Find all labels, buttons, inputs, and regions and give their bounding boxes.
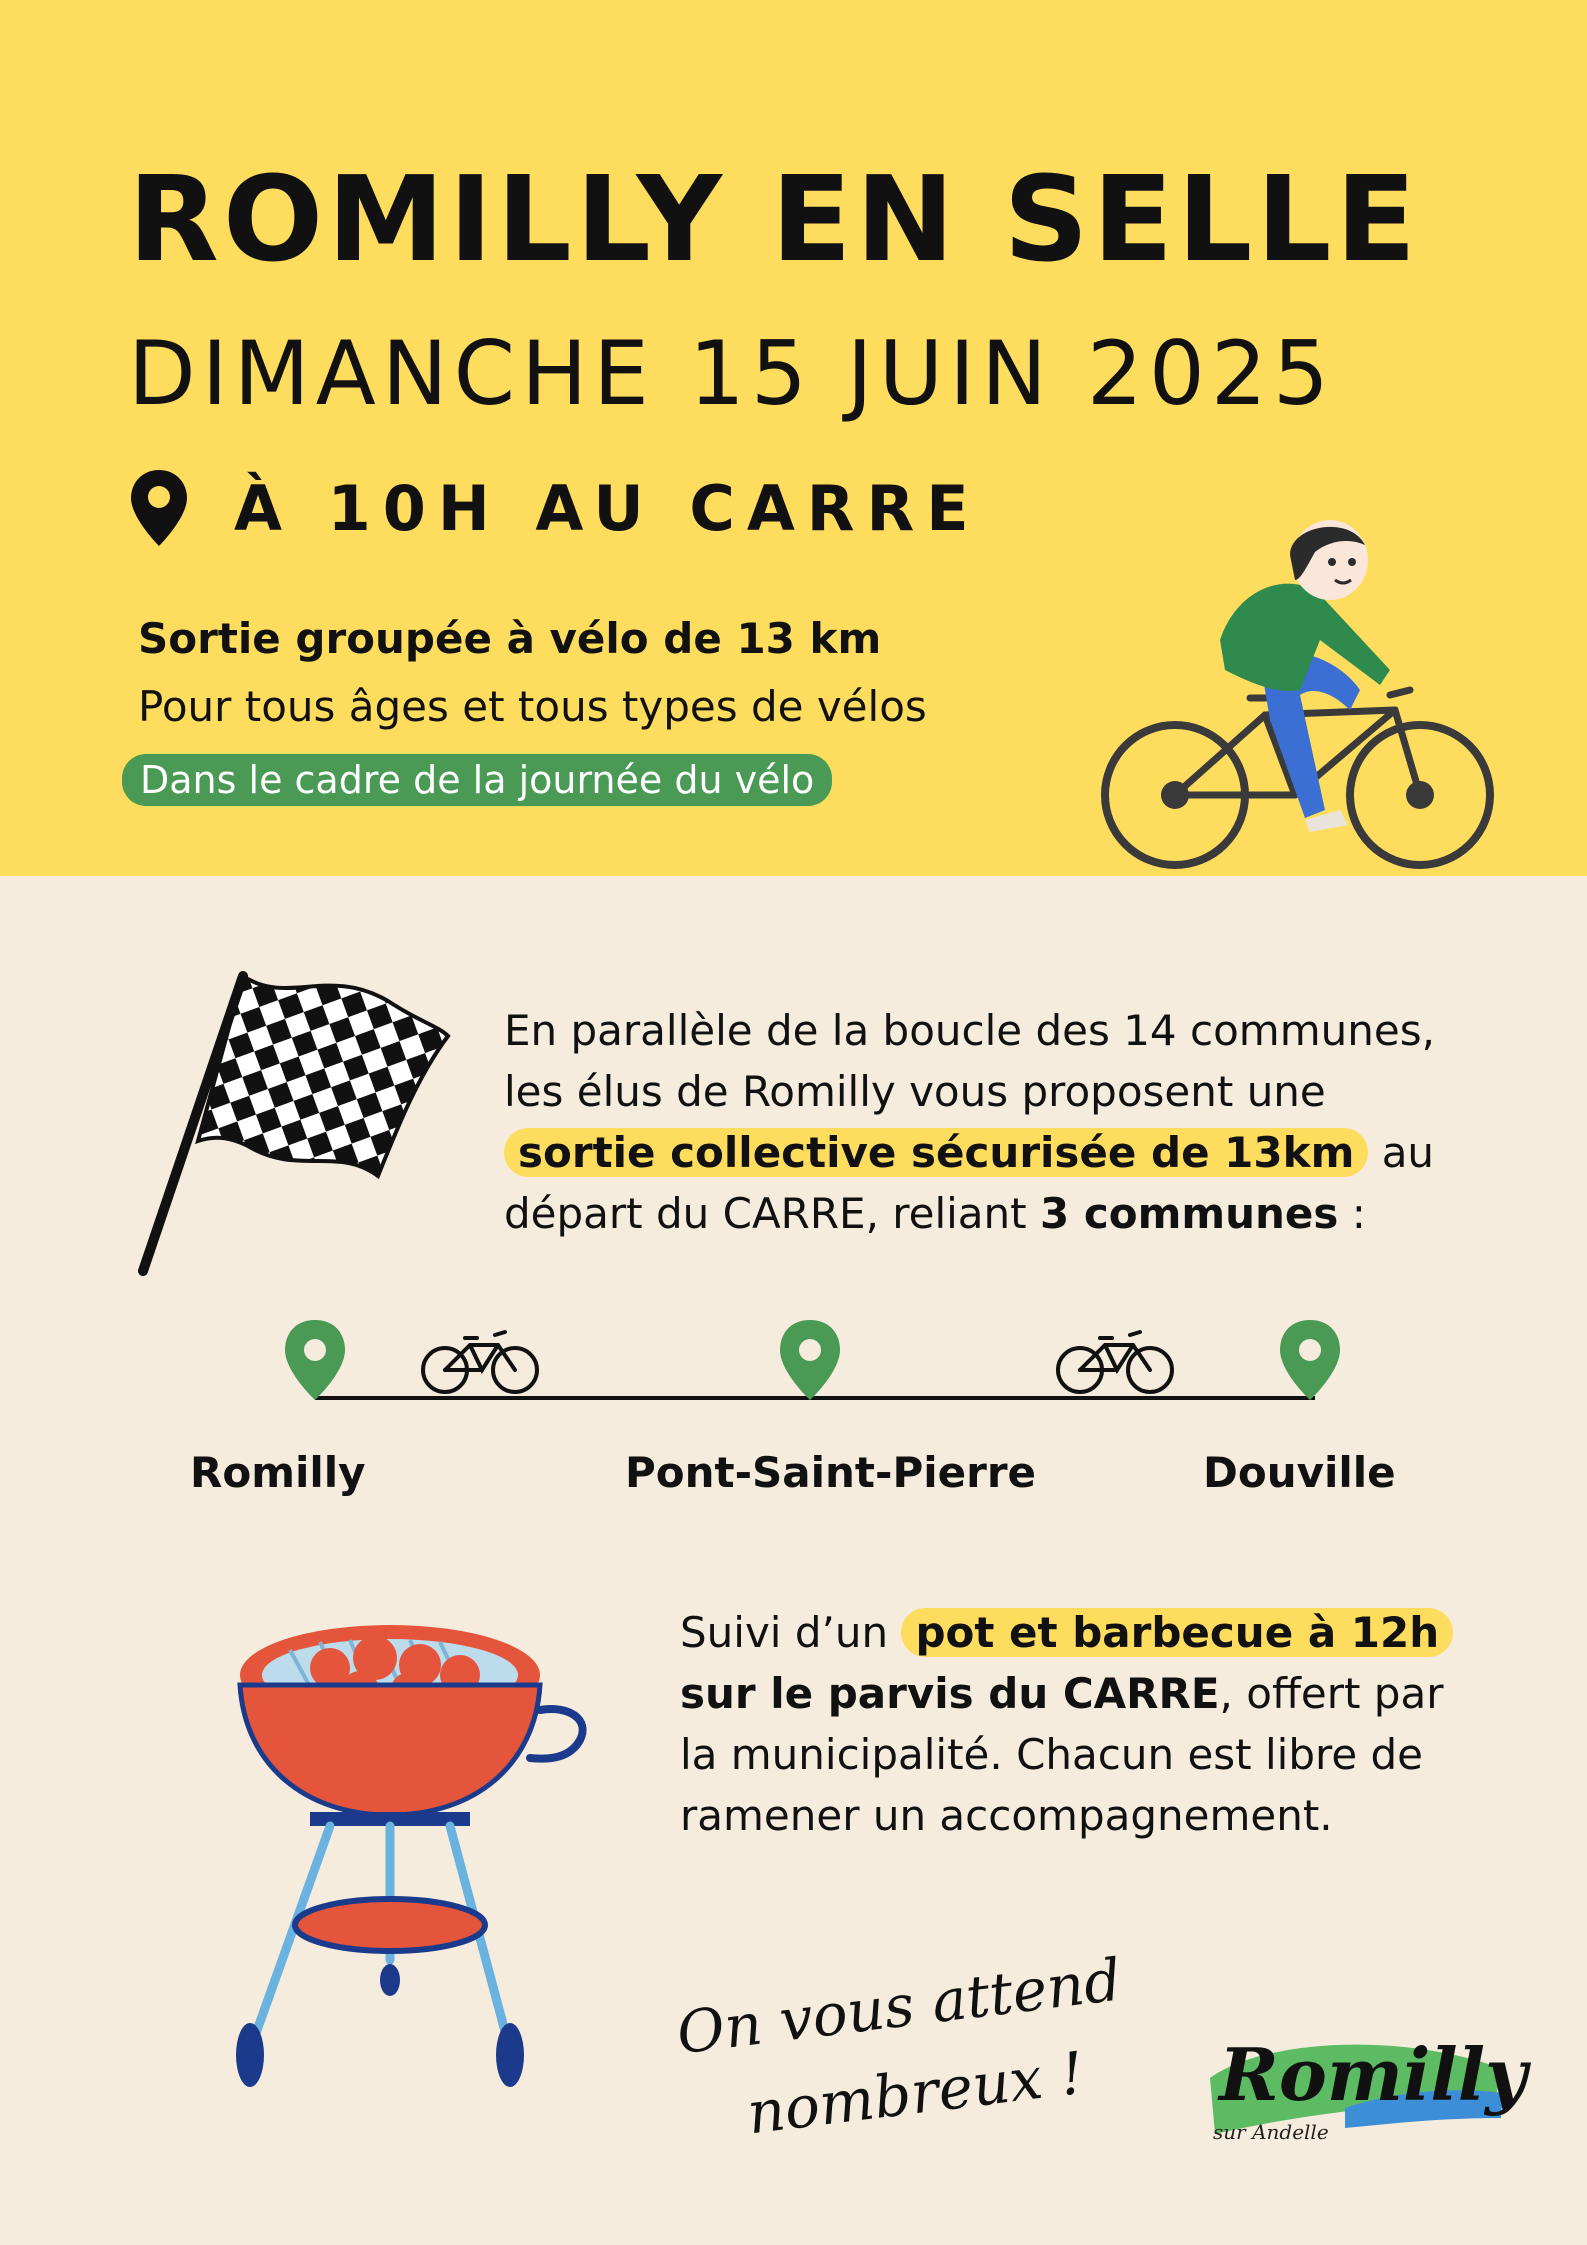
- intro-distance: Sortie groupée à vélo de 13 km: [138, 614, 882, 663]
- parallel-line-2: les élus de Romilly vous proposent une: [504, 1067, 1326, 1116]
- logo-subtitle: sur Andelle: [1213, 2120, 1329, 2144]
- closing-line-1: On vous attend: [673, 1945, 1125, 2068]
- parallel-line-4-before: départ du CARRE, reliant: [504, 1189, 1040, 1238]
- bicycle-icon: [423, 1332, 537, 1392]
- event-place-label: À 10H AU CARRE: [234, 471, 981, 545]
- stop-label-douville: Douville: [1203, 1448, 1396, 1497]
- parallel-line-4-after: :: [1338, 1189, 1366, 1238]
- parallel-line-1: En parallèle de la boucle des 14 communes,: [504, 1006, 1435, 1055]
- intro-context-badge: Dans le cadre de la journée du vélo: [122, 754, 832, 806]
- barbecue-highlight: pot et barbecue à 12h: [901, 1608, 1453, 1657]
- stop-label-pont-saint-pierre: Pont-Saint-Pierre: [625, 1448, 1037, 1497]
- parallel-highlight: sortie collective sécurisée de 13km: [504, 1128, 1368, 1177]
- closing-line-2: nombreux !: [743, 2038, 1088, 2148]
- stop-label-romilly: Romilly: [190, 1448, 366, 1497]
- parallel-line-4: [504, 1183, 1524, 1244]
- barbecue-line-1: [680, 1602, 1530, 1663]
- bicycle-icon: [1058, 1332, 1172, 1392]
- parallel-line-3-after: au: [1368, 1128, 1435, 1177]
- map-pin-icon: [1280, 1320, 1340, 1400]
- map-pin-icon: [780, 1320, 840, 1400]
- barbecue-illustration: [210, 1580, 600, 2090]
- parallel-communes-count: 3 communes: [1039, 1189, 1339, 1238]
- event-place: [128, 468, 981, 548]
- barbecue-line-2: [680, 1663, 1530, 1724]
- route-map: [270, 1310, 1360, 1420]
- barbecue-location: sur le parvis du CARRE: [680, 1669, 1220, 1718]
- barbecue-line-3: la municipalité. Chacun est libre de: [680, 1730, 1424, 1779]
- barbecue-after: , offert par: [1219, 1669, 1444, 1718]
- map-pin-icon: [285, 1320, 345, 1400]
- cyclist-illustration: [1100, 520, 1520, 880]
- event-date: DIMANCHE 15 JUIN 2025: [128, 322, 1335, 425]
- event-title: ROMILLY EN SELLE: [128, 150, 1421, 288]
- barbecue-line-4: ramener un accompagnement.: [680, 1791, 1333, 1840]
- parallel-line-3: [504, 1122, 1524, 1183]
- intro-audience: Pour tous âges et tous types de vélos: [138, 682, 927, 731]
- location-pin-icon: [128, 468, 190, 548]
- barbecue-before: Suivi d’un: [680, 1608, 902, 1657]
- parallel-paragraph: [504, 1000, 1524, 1244]
- barbecue-paragraph: [680, 1602, 1530, 1846]
- romilly-logo: [1205, 2018, 1527, 2148]
- logo-name: Romilly: [1219, 2032, 1527, 2117]
- checkered-flag-icon: [138, 966, 458, 1276]
